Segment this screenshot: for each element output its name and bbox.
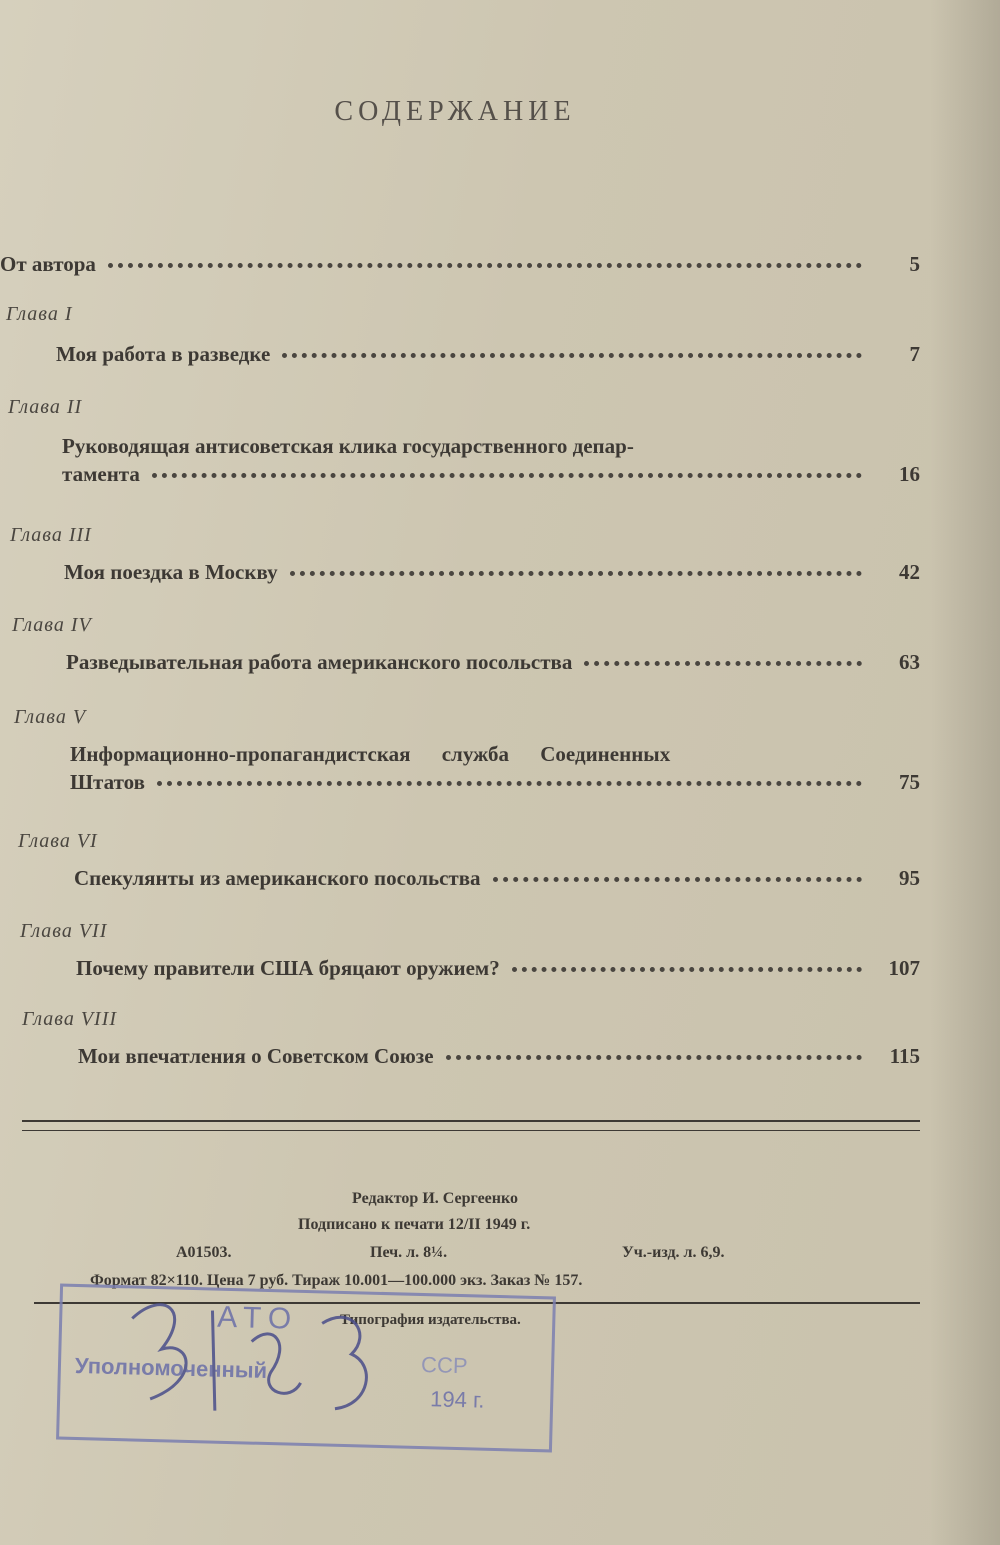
dot-leader bbox=[512, 961, 862, 972]
toc-label: Моя поездка в Москву bbox=[64, 560, 278, 584]
dot-leader bbox=[152, 467, 862, 478]
toc-page-number: 42 bbox=[899, 560, 920, 584]
library-stamp bbox=[56, 1284, 556, 1453]
dot-leader bbox=[282, 347, 862, 358]
toc-page-number: 63 bbox=[899, 650, 920, 674]
stamp-top-text: АТО bbox=[216, 1300, 300, 1336]
chapter-heading: Глава IV bbox=[12, 614, 92, 636]
toc-label: Почему правители США бряцают оружием? bbox=[76, 956, 500, 980]
chapter-heading: Глава VI bbox=[18, 830, 98, 852]
toc-entry bbox=[66, 650, 920, 684]
page-title: СОДЕРЖАНИЕ bbox=[334, 96, 576, 127]
page-edge-shadow bbox=[930, 0, 1000, 1545]
toc-page-number: 75 bbox=[899, 770, 920, 794]
dot-leader bbox=[108, 257, 862, 268]
imprint-sheets: Печ. л. 8¼. bbox=[370, 1244, 448, 1261]
chapter-heading: Глава I bbox=[6, 303, 73, 325]
toc-entry bbox=[70, 770, 920, 804]
toc-page-number: 7 bbox=[909, 342, 920, 366]
dot-leader bbox=[446, 1049, 862, 1060]
chapter-heading: Глава III bbox=[10, 524, 92, 546]
divider-rule bbox=[22, 1130, 920, 1131]
toc-label: Моя работа в разведке bbox=[56, 342, 271, 366]
toc-entry-intro bbox=[0, 252, 920, 286]
handwritten-mark bbox=[99, 1278, 403, 1446]
chapter-heading: Глава V bbox=[14, 706, 87, 728]
chapter-heading: Глава II bbox=[8, 396, 83, 418]
toc-label: От автора bbox=[0, 252, 96, 276]
toc-entry bbox=[56, 342, 920, 376]
toc-page-number: 107 bbox=[888, 956, 920, 980]
chapter-heading: Глава VII bbox=[20, 920, 108, 942]
imprint-editor: Редактор И. Сергеенко bbox=[352, 1190, 518, 1207]
toc-entry bbox=[64, 560, 920, 594]
toc-label: тамента bbox=[62, 462, 140, 486]
toc-page-number: 16 bbox=[899, 462, 920, 486]
toc-label: Разведывательная работа американского посольства bbox=[66, 650, 573, 674]
toc-label-line: Руководящая антисоветская клика государственного депар- bbox=[62, 434, 634, 458]
dot-leader bbox=[157, 775, 862, 786]
divider-rule bbox=[22, 1120, 920, 1122]
imprint-code: А01503. bbox=[176, 1244, 232, 1261]
toc-page-number: 5 bbox=[909, 252, 920, 276]
imprint-pub-sheets: Уч.-изд. л. 6,9. bbox=[622, 1244, 725, 1261]
imprint-format-line: Формат 82×110. Цена 7 руб. Тираж 10.001—100.000 экз. Заказ № 157. bbox=[90, 1272, 583, 1289]
stamp-right-text: ССР bbox=[420, 1352, 468, 1379]
dot-leader bbox=[584, 655, 862, 666]
stamp-bottom-text: 194 г. bbox=[429, 1386, 485, 1413]
toc-label-line: Информационно-пропагандистская служба Соединенных bbox=[70, 742, 671, 766]
dot-leader bbox=[493, 871, 862, 882]
chapter-heading: Глава VIII bbox=[22, 1008, 118, 1030]
toc-label: Штатов bbox=[70, 770, 145, 794]
toc-entry bbox=[78, 1044, 920, 1078]
toc-entry bbox=[76, 956, 920, 990]
toc-label: Мои впечатления о Советском Союзе bbox=[78, 1044, 434, 1068]
toc-page-number: 115 bbox=[889, 1044, 920, 1068]
imprint-printer: Типография издательства. bbox=[340, 1312, 521, 1328]
toc-entry bbox=[74, 866, 920, 900]
toc-page-number: 95 bbox=[899, 866, 920, 890]
imprint-signed: Подписано к печати 12/II 1949 г. bbox=[298, 1216, 531, 1233]
dot-leader bbox=[290, 565, 862, 576]
stamp-middle-text: Уполномоченный bbox=[74, 1352, 268, 1383]
toc-label: Спекулянты из американского посольства bbox=[74, 866, 481, 890]
toc-entry bbox=[62, 462, 920, 496]
